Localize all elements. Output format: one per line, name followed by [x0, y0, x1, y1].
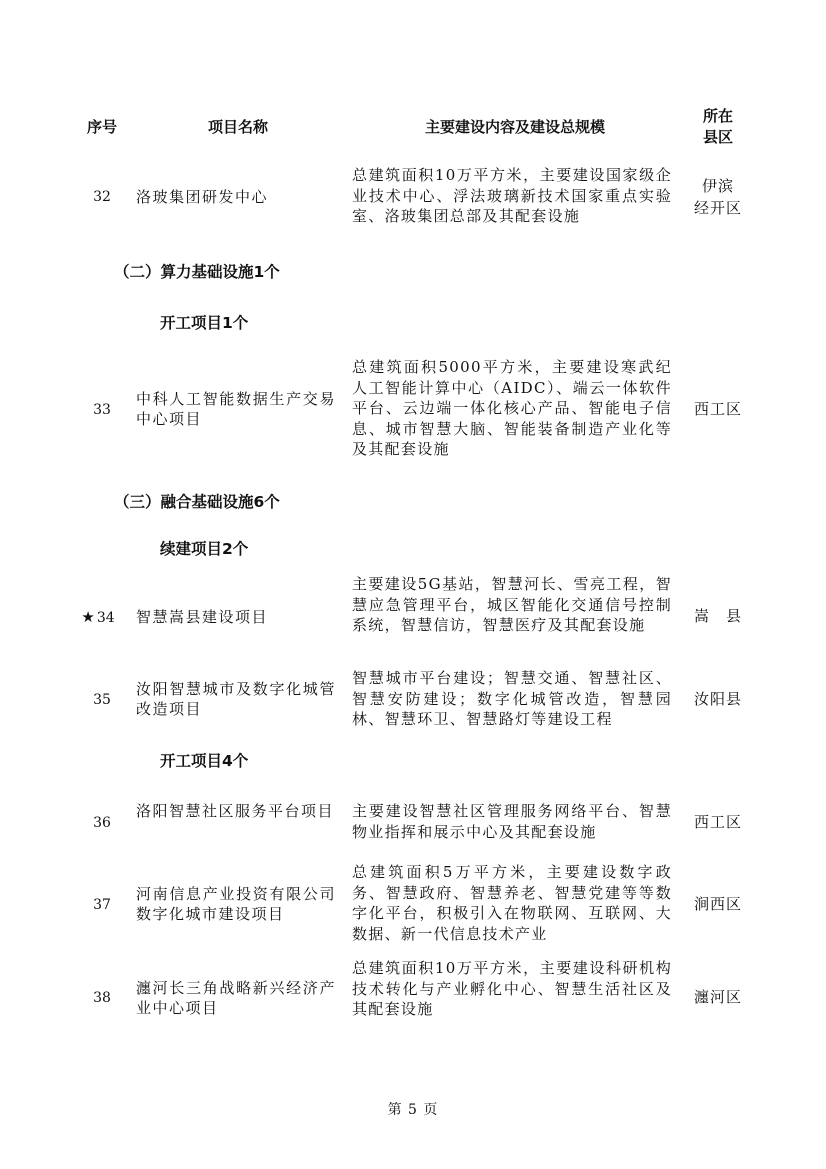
subsection-heading-start: 开工项目4个: [160, 752, 249, 770]
project-name: 中科人工智能数据生产交易中心项目: [136, 390, 336, 428]
header-index: 序号: [86, 118, 117, 136]
header-county-line1: 所在: [702, 107, 733, 125]
section-heading-fusion: （三）融合基础设施6个: [114, 493, 280, 511]
project-name: 智慧嵩县建设项目: [136, 608, 269, 626]
project-content: 智慧城市平台建设；智慧交通、智慧社区、智慧安防建设；数字化城管改造，智慧园林、智慧环卫、智慧路灯等建设工程: [352, 669, 672, 728]
county: 瀍河区: [693, 988, 742, 1006]
project-name: 瀍河长三角战略新兴经济产业中心项目: [136, 979, 336, 1017]
subsection-heading-start: 开工项目1个: [160, 314, 249, 332]
row-number: 32: [93, 189, 111, 205]
county: 西工区: [693, 400, 742, 418]
header-county-line2: 县区: [702, 128, 733, 146]
row-number: 35: [93, 692, 111, 708]
project-name: 洛阳智慧社区服务平台项目: [136, 802, 335, 820]
project-name: 洛玻集团研发中心: [136, 188, 269, 206]
row-number: 33: [93, 402, 111, 418]
project-content: 总建筑面积5万平方米，主要建设数字政务、智慧政府、智慧养老、智慧党建等等数字化平台，积极引入在物联网、互联网、大数据、新一代信息技术产业: [352, 863, 672, 943]
project-content: 总建筑面积5000平方米，主要建设寒武纪人工智能计算中心（AIDC）、端云一体软件平台、云边端一体化核心产品、智能电子信息、城市智慧大脑、智能装备制造产业化等及其配套设施: [352, 358, 672, 458]
county: 汝阳县: [693, 690, 742, 708]
county-line2: 经开区: [693, 199, 742, 217]
county: 涧西区: [693, 895, 742, 913]
project-content: 总建筑面积10万平方米，主要建设国家级企业技术中心、浮法玻璃新技术国家重点实验室、洛玻集团总部及其配套设施: [352, 166, 672, 225]
row-number: ★ 34: [81, 608, 115, 626]
county: 嵩 县: [693, 607, 742, 625]
star-icon: ★: [81, 608, 95, 626]
project-content: 总建筑面积10万平方米，主要建设科研机构技术转化与产业孵化中心、智慧生活社区及其配套设施: [352, 959, 672, 1018]
row-number: 38: [93, 990, 111, 1006]
county: 西工区: [693, 813, 742, 831]
subsection-heading-continue: 续建项目2个: [160, 540, 249, 558]
project-name: 河南信息产业投资有限公司数字化城市建设项目: [136, 885, 336, 923]
county-line1: 伊滨: [701, 177, 734, 195]
row-number: 36: [93, 815, 111, 831]
project-content: 主要建设智慧社区管理服务网络平台、智慧物业指挥和展示中心及其配套设施: [352, 802, 672, 841]
section-heading-computing: （二）算力基础设施1个: [114, 263, 280, 281]
page-number: 第 5 页: [387, 1102, 439, 1118]
project-content: 主要建设5G基站，智慧河长、雪亮工程，智慧应急管理平台，城区智能化交通信号控制系统，智慧信访，智慧医疗及其配套设施: [352, 575, 672, 634]
row-number: 37: [93, 897, 111, 913]
header-content: 主要建设内容及建设总规模: [424, 118, 605, 136]
header-project-name: 项目名称: [207, 118, 268, 136]
project-name: 汝阳智慧城市及数字化城管改造项目: [136, 680, 336, 718]
